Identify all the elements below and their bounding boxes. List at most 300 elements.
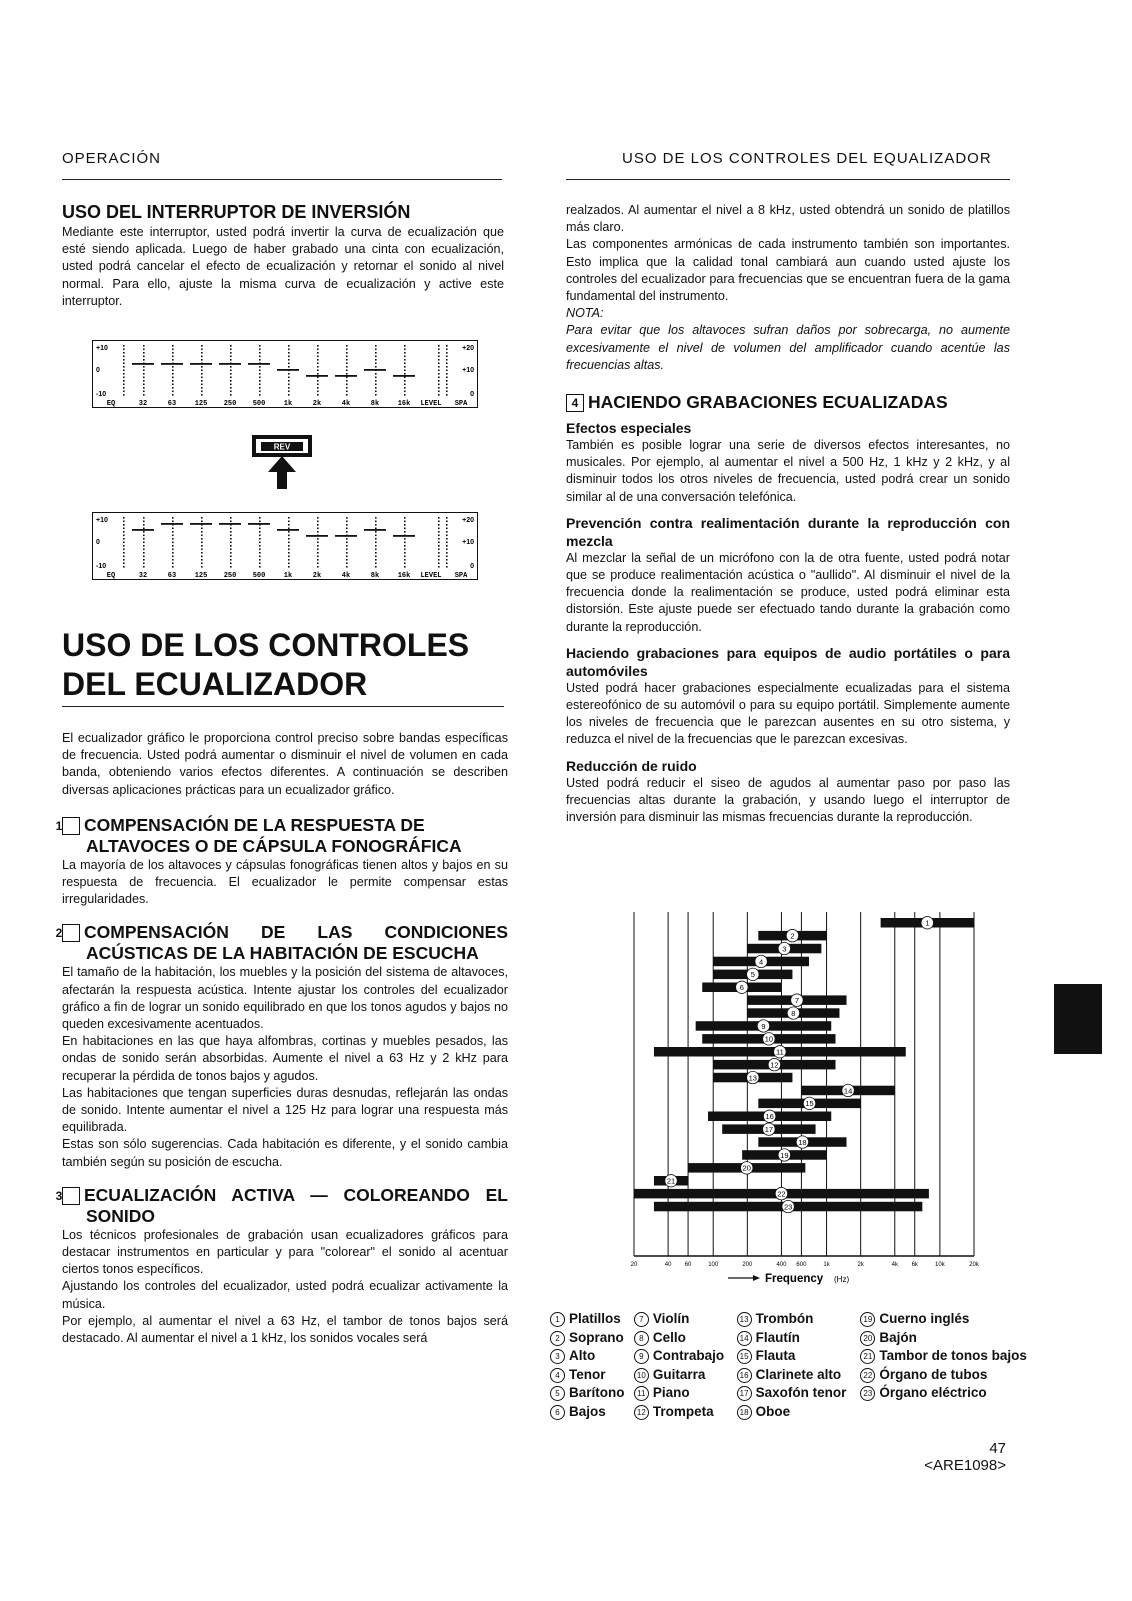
eq-scale-dot	[230, 387, 232, 389]
legend-number: 11	[634, 1386, 649, 1401]
eq-scale-dot	[346, 359, 348, 361]
eq-scale-dot	[288, 366, 290, 368]
bar-number-label: 12	[770, 1060, 779, 1070]
legend-number: 5	[550, 1386, 565, 1401]
eq-scale-dot	[346, 345, 348, 347]
right-p1: realzados. Al aumentar el nivel a 8 kHz, usted obtendrá un sonido de platillos más claro.	[566, 203, 1010, 235]
text-ruido: Usted podrá reducir el siseo de agudos al aumentar paso por paso las frecuencias altas durante la grabación, y usando luego el interruptor de inversión para disminuir las mismas frecuencias durante la reproducción.	[566, 775, 1010, 825]
eq-scale-dot	[375, 521, 377, 523]
eq-slider-knob	[161, 363, 183, 365]
eq-scale-dot	[438, 359, 440, 361]
eq-scale-dot	[446, 370, 448, 372]
eq-scale-dot	[201, 535, 203, 537]
eq-scale-dot	[404, 538, 406, 540]
eq-scale-dot	[123, 535, 125, 537]
eq-scale-dot	[375, 345, 377, 347]
legend-number: 23	[860, 1386, 875, 1401]
eq-scale-dot	[446, 349, 448, 351]
legend-name: Piano	[652, 1385, 690, 1401]
eq-scale-dot	[446, 384, 448, 386]
eq-band-label: 125	[194, 572, 208, 579]
eq-scale-dot	[201, 531, 203, 533]
eq-scale-dot	[259, 356, 261, 358]
eq-scale-dot	[346, 391, 348, 393]
eq-slider-knob	[190, 363, 212, 365]
eq-scale-dot	[288, 549, 290, 551]
eq-scale-dot	[346, 542, 348, 544]
eq-scale-dot	[172, 349, 174, 351]
eq-scale-dot	[404, 556, 406, 558]
eq-scale-dot	[259, 531, 261, 533]
legend-number: 21	[860, 1349, 875, 1364]
eq-band-label: 2k	[312, 400, 322, 407]
legend-number: 4	[550, 1368, 565, 1383]
eq-band-label: 8k	[370, 400, 380, 407]
legend-item	[737, 1403, 861, 1422]
legend-name: Oboe	[755, 1403, 791, 1419]
eq-scale-dot	[446, 566, 448, 568]
legend-number: 19	[860, 1312, 875, 1327]
eq-scale-dot	[123, 531, 125, 533]
eq-scale-dot	[446, 380, 448, 382]
legend-name: Clarinete alto	[755, 1366, 842, 1382]
eq-scale-dot	[438, 352, 440, 354]
section3-number: 3	[62, 1187, 80, 1205]
eq-scale-dot	[446, 552, 448, 554]
chart-tick-label: 4k	[891, 1262, 898, 1268]
eq-band-label: 500	[252, 572, 266, 579]
chart-tick-label: 200	[742, 1262, 753, 1268]
eq-left-scale: 0	[96, 367, 100, 374]
eq-scale-dot	[446, 391, 448, 393]
eq-scale-dot	[143, 528, 145, 530]
chart-tick-label: 20	[630, 1262, 638, 1268]
eq-scale-dot	[438, 524, 440, 526]
eq-scale-dot	[446, 363, 448, 365]
eq-scale-dot	[438, 528, 440, 530]
legend-number: 20	[860, 1331, 875, 1346]
eq-scale-dot	[438, 366, 440, 368]
eq-scale-dot	[438, 517, 440, 519]
bar-number-label: 13	[748, 1073, 757, 1083]
eq-scale-dot	[446, 559, 448, 561]
eq-scale-dot	[288, 556, 290, 558]
eq-scale-dot	[446, 563, 448, 565]
eq-left-scale: +10	[96, 345, 108, 352]
eq-scale-dot	[288, 521, 290, 523]
eq-scale-dot	[438, 349, 440, 351]
eq-scale-dot	[201, 542, 203, 544]
eq-scale-dot	[288, 373, 290, 375]
eq-right-scale: 0	[470, 391, 474, 398]
eq-scale-dot	[404, 349, 406, 351]
section3-title: ECUALIZACIÓN ACTIVA — COLOREANDO EL SONIDO	[84, 1184, 508, 1226]
eq-scale-dot	[172, 559, 174, 561]
eq-band-label: 4k	[341, 400, 351, 407]
eq-scale-dot	[438, 380, 440, 382]
eq-scale-dot	[317, 373, 319, 375]
eq-scale-dot	[317, 556, 319, 558]
eq-scale-dot	[404, 524, 406, 526]
section1-title: COMPENSACIÓN DE LA RESPUESTA DE ALTAVOCES O DE CÁPSULA FONOGRÁFICA	[84, 814, 462, 856]
chart-tick-label: 6k	[911, 1262, 918, 1268]
legend-number: 9	[634, 1349, 649, 1364]
eq-band-label: 500	[252, 400, 266, 407]
eq-scale-dot	[230, 521, 232, 523]
eq-band-label: EQ	[106, 400, 116, 407]
eq-scale-dot	[446, 528, 448, 530]
legend-column	[860, 1310, 1040, 1422]
eq-slider-knob	[306, 375, 328, 377]
eq-scale-dot	[143, 391, 145, 393]
eq-scale-dot	[375, 559, 377, 561]
eq-slider-knob	[277, 369, 299, 371]
eq-scale-dot	[143, 538, 145, 540]
eq-scale-dot	[404, 563, 406, 565]
eq-scale-dot	[288, 528, 290, 530]
eq-scale-dot	[375, 552, 377, 554]
eq-scale-dot	[446, 549, 448, 551]
eq-scale-dot	[375, 556, 377, 558]
eq-scale-dot	[404, 542, 406, 544]
eq-scale-dot	[346, 556, 348, 558]
eq-scale-dot	[143, 349, 145, 351]
legend-number: 13	[737, 1312, 752, 1327]
chart-tick-label: 10k	[935, 1262, 945, 1268]
eq-scale-dot	[123, 359, 125, 361]
legend-name: Barítono	[569, 1385, 625, 1401]
header-left: OPERACIÓN	[62, 150, 162, 167]
eq-scale-dot	[201, 552, 203, 554]
eq-scale-dot	[230, 380, 232, 382]
eq-scale-dot	[123, 517, 125, 519]
eq-scale-dot	[375, 538, 377, 540]
eq-scale-dot	[123, 384, 125, 386]
eq-band-label: 1k	[283, 572, 293, 579]
eq-scale-dot	[172, 370, 174, 372]
bar-number-label: 5	[750, 970, 755, 980]
eq-scale-dot	[123, 538, 125, 540]
eq-scale-dot	[123, 366, 125, 368]
eq-scale-dot	[438, 559, 440, 561]
eq-band-label: 250	[223, 572, 237, 579]
page-number: 47	[989, 1440, 1006, 1457]
legend-number: 18	[737, 1405, 752, 1420]
eq-scale-dot	[201, 370, 203, 372]
eq-scale-dot	[288, 377, 290, 379]
eq-scale-dot	[123, 524, 125, 526]
legend-name: Saxofón tenor	[755, 1385, 847, 1401]
eq-scale-dot	[375, 563, 377, 565]
eq-scale-dot	[201, 356, 203, 358]
eq-slider-knob	[364, 529, 386, 531]
eq-scale-dot	[288, 531, 290, 533]
eq-scale-dot	[438, 556, 440, 558]
legend-name: Cuerno inglés	[879, 1311, 970, 1326]
legend-number: 22	[860, 1368, 875, 1383]
eq-scale-dot	[230, 356, 232, 358]
eq-left-scale: -10	[96, 391, 107, 398]
legend-name: Bajón	[879, 1329, 917, 1345]
eq-scale-dot	[230, 384, 232, 386]
eq-scale-dot	[172, 549, 174, 551]
eq-scale-dot	[438, 563, 440, 565]
right-p2: Las componentes armónicas de cada instrumento también son importantes. Esto implica que la calidad tonal cambiará aun cuando usted ajuste los controles del ecualizador para frecuencias que se encuentran fuera de la gama fundamental del instrumento.	[566, 237, 1010, 304]
legend-item	[737, 1366, 861, 1385]
eq-scale-dot	[346, 531, 348, 533]
eq-scale-dot	[404, 545, 406, 547]
eq-scale-dot	[317, 387, 319, 389]
section2-p4: Estas son sólo sugerencias. Cada habitación es diferente, y el sonido cambia también según su posición de escucha.	[62, 1137, 508, 1169]
legend-column	[550, 1310, 634, 1422]
eq-left-scale: -10	[96, 563, 107, 570]
eq-scale-dot	[143, 556, 145, 558]
legend-item	[737, 1347, 861, 1366]
eq-scale-dot	[346, 384, 348, 386]
eq-scale-dot	[375, 356, 377, 358]
legend-name: Flautín	[755, 1329, 800, 1345]
eq-scale-dot	[317, 538, 319, 540]
legend-item	[550, 1310, 634, 1329]
eq-scale-dot	[230, 394, 232, 396]
eq-scale-dot	[143, 542, 145, 544]
eq-scale-dot	[346, 552, 348, 554]
eq-scale-dot	[143, 359, 145, 361]
inversion-text	[62, 224, 504, 310]
eq-scale-dot	[201, 377, 203, 379]
eq-scale-dot	[230, 352, 232, 354]
eq-scale-dot	[230, 545, 232, 547]
chart-axis-unit: (Hz)	[834, 1275, 850, 1284]
eq-slider-knob	[248, 363, 270, 365]
eq-scale-dot	[259, 545, 261, 547]
eq-scale-dot	[446, 352, 448, 354]
eq-band-label: 125	[194, 400, 208, 407]
eq-scale-dot	[375, 366, 377, 368]
eq-scale-dot	[123, 549, 125, 551]
legend-number: 14	[737, 1331, 752, 1346]
eq-scale-dot	[438, 566, 440, 568]
eq-scale-dot	[123, 356, 125, 358]
eq-scale-dot	[446, 545, 448, 547]
eq-scale-dot	[438, 552, 440, 554]
eq-scale-dot	[143, 373, 145, 375]
legend-item	[550, 1403, 634, 1422]
section4-number: 4	[566, 394, 584, 412]
eq-scale-dot	[259, 370, 261, 372]
legend-item	[860, 1384, 1040, 1403]
section2-title: COMPENSACIÓN DE LAS CONDICIONES ACÚSTICAS DE LA HABITACIÓN DE ESCUCHA	[84, 922, 508, 964]
eq-scale-dot	[346, 349, 348, 351]
rev-arrow-icon	[251, 434, 313, 490]
eq-scale-dot	[288, 559, 290, 561]
eq-scale-dot	[259, 535, 261, 537]
legend-name: Bajos	[569, 1403, 606, 1419]
eq-scale-dot	[404, 373, 406, 375]
eq-scale-dot	[375, 531, 377, 533]
eq-scale-dot	[446, 373, 448, 375]
eq-scale-dot	[259, 345, 261, 347]
eq-scale-dot	[123, 563, 125, 565]
eq-band-label: 1k	[283, 400, 293, 407]
eq-scale-dot	[317, 528, 319, 530]
eq-scale-dot	[317, 384, 319, 386]
eq-scale-dot	[259, 391, 261, 393]
eq-scale-dot	[259, 377, 261, 379]
chart-tick-label: 100	[708, 1262, 719, 1268]
eq-scale-dot	[404, 384, 406, 386]
eq-scale-dot	[230, 556, 232, 558]
eq-scale-dot	[259, 517, 261, 519]
header-right: USO DE LOS CONTROLES DEL EQUALIZADOR	[622, 150, 992, 167]
eq-scale-dot	[123, 566, 125, 568]
eq-scale-dot	[404, 380, 406, 382]
legend-number: 17	[737, 1386, 752, 1401]
eq-scale-dot	[288, 552, 290, 554]
bar-number-label: 22	[777, 1189, 786, 1199]
eq-scale-dot	[123, 352, 125, 354]
eq-scale-dot	[317, 345, 319, 347]
eq-scale-dot	[346, 517, 348, 519]
eq-scale-dot	[143, 559, 145, 561]
document-code: <ARE1098>	[924, 1457, 1006, 1474]
section1-text: La mayoría de los altavoces y cápsulas fonográficas tienen altos y bajos en su respuesta de frecuencia. El ecualizador le permite compensar estas irregularidades.	[62, 857, 508, 907]
eq-slider-knob	[248, 523, 270, 525]
section2-number: 2	[62, 924, 80, 942]
eq-scale-dot	[230, 345, 232, 347]
legend-name: Guitarra	[652, 1366, 706, 1382]
eq-scale-dot	[375, 535, 377, 537]
eq-scale-dot	[172, 377, 174, 379]
eq-scale-dot	[288, 394, 290, 396]
eq-scale-dot	[446, 538, 448, 540]
legend-number: 8	[634, 1331, 649, 1346]
eq-scale-dot	[259, 552, 261, 554]
eq-scale-dot	[230, 373, 232, 375]
eq-right-scale: +20	[462, 517, 474, 524]
eq-scale-dot	[259, 349, 261, 351]
eq-band-label: 63	[167, 572, 177, 579]
legend-number: 3	[550, 1349, 565, 1364]
section3-heading	[55, 1184, 508, 1227]
eq-scale-dot	[446, 387, 448, 389]
eq-scale-dot	[201, 387, 203, 389]
eq-scale-dot	[404, 391, 406, 393]
eq-scale-dot	[201, 380, 203, 382]
section4-heading	[566, 392, 1010, 413]
eq-slider-knob	[132, 529, 154, 531]
eq-scale-dot	[438, 535, 440, 537]
eq-scale-dot	[317, 363, 319, 365]
eq-scale-dot	[201, 521, 203, 523]
legend-item	[550, 1329, 634, 1348]
eq-band-label: 32	[138, 400, 148, 407]
eq-scale-dot	[375, 566, 377, 568]
eq-scale-dot	[317, 545, 319, 547]
eq-scale-dot	[446, 521, 448, 523]
eq-scale-dot	[375, 391, 377, 393]
eq-scale-dot	[123, 380, 125, 382]
legend-name: Trompeta	[652, 1403, 714, 1419]
eq-scale-dot	[404, 370, 406, 372]
section4-title: HACIENDO GRABACIONES ECUALIZADAS	[588, 392, 948, 413]
eq-scale-dot	[123, 377, 125, 379]
eq-scale-dot	[259, 352, 261, 354]
eq-scale-dot	[317, 380, 319, 382]
legend-name: Platillos	[569, 1311, 621, 1326]
eq-scale-dot	[259, 387, 261, 389]
eq-scale-dot	[404, 359, 406, 361]
eq-scale-dot	[230, 552, 232, 554]
legend-name: Trombón	[755, 1311, 814, 1326]
eq-scale-dot	[438, 549, 440, 551]
eq-scale-dot	[201, 549, 203, 551]
section2-p1: El tamaño de la habitación, los muebles y la posición del sistema de altavoces, afectarán la respuesta acústica. Intente ajustar los controles del ecualizador gráfico a fin de lograr un sonido equilibrado en que los tonos agudos y bajos no queden excesivamente acentuados.	[62, 965, 508, 1032]
eq-scale-dot	[288, 517, 290, 519]
eq-scale-dot	[346, 387, 348, 389]
main-title-line2: DEL ECUALIZADOR	[62, 666, 368, 702]
eq-scale-dot	[143, 521, 145, 523]
rev-switch	[251, 434, 313, 490]
legend-item	[737, 1310, 861, 1329]
eq-scale-dot	[201, 352, 203, 354]
eq-scale-dot	[172, 563, 174, 565]
eq-right-scale: 0	[470, 563, 474, 570]
eq-scale-dot	[438, 521, 440, 523]
eq-scale-dot	[259, 566, 261, 568]
eq-scale-dot	[230, 366, 232, 368]
bar-number-label: 15	[805, 1099, 814, 1109]
eq-scale-dot	[172, 521, 174, 523]
eq-scale-dot	[259, 549, 261, 551]
eq-scale-dot	[288, 363, 290, 365]
eq-scale-dot	[346, 363, 348, 365]
eq-slider-knob	[219, 523, 241, 525]
eq-scale-dot	[143, 394, 145, 396]
nota-text: Para evitar que los altavoces sufran daños por sobrecarga, no aumente excesivamente el nivel de volumen del amplificador cuando acentúe las frecuencias altas.	[566, 323, 1010, 372]
eq-scale-dot	[317, 552, 319, 554]
bar-number-label: 9	[761, 1021, 766, 1031]
eq-scale-dot	[172, 538, 174, 540]
eq-scale-dot	[288, 380, 290, 382]
main-title-line1: USO DE LOS CONTROLES	[62, 627, 470, 663]
eq-scale-dot	[438, 384, 440, 386]
eq-scale-dot	[230, 563, 232, 565]
eq-scale-dot	[172, 380, 174, 382]
text-prevencion: Al mezclar la señal de un micrófono con la de otra fuente, usted podrá notar que se produce realimentación acústica o "aullido". Al disminuir el nivel de la frecuencia donde la realimentación se produce, usted podrá eliminar esta distorsión. Este ajuste puede ser efectuado tando durante la grabación como durante la reproducción.	[566, 550, 1010, 634]
eq-scale-dot	[446, 531, 448, 533]
eq-scale-dot	[201, 528, 203, 530]
bar-number-label: 16	[765, 1112, 774, 1122]
eq-scale-dot	[404, 363, 406, 365]
eq-scale-dot	[143, 345, 145, 347]
eq-scale-dot	[143, 524, 145, 526]
eq-scale-dot	[230, 531, 232, 533]
chart-tick-label: 2k	[857, 1262, 864, 1268]
eq-scale-dot	[404, 521, 406, 523]
eq-scale-dot	[346, 538, 348, 540]
eq-scale-dot	[317, 531, 319, 533]
eq-slider-knob	[132, 363, 154, 365]
eq-scale-dot	[317, 563, 319, 565]
eq-band-label: 16k	[397, 400, 411, 407]
eq-band-label: 4k	[341, 572, 351, 579]
eq-band-label: 250	[223, 400, 237, 407]
eq-scale-dot	[288, 535, 290, 537]
eq-scale-dot	[201, 373, 203, 375]
eq-scale-dot	[438, 538, 440, 540]
bar-number-label: 23	[783, 1202, 793, 1212]
